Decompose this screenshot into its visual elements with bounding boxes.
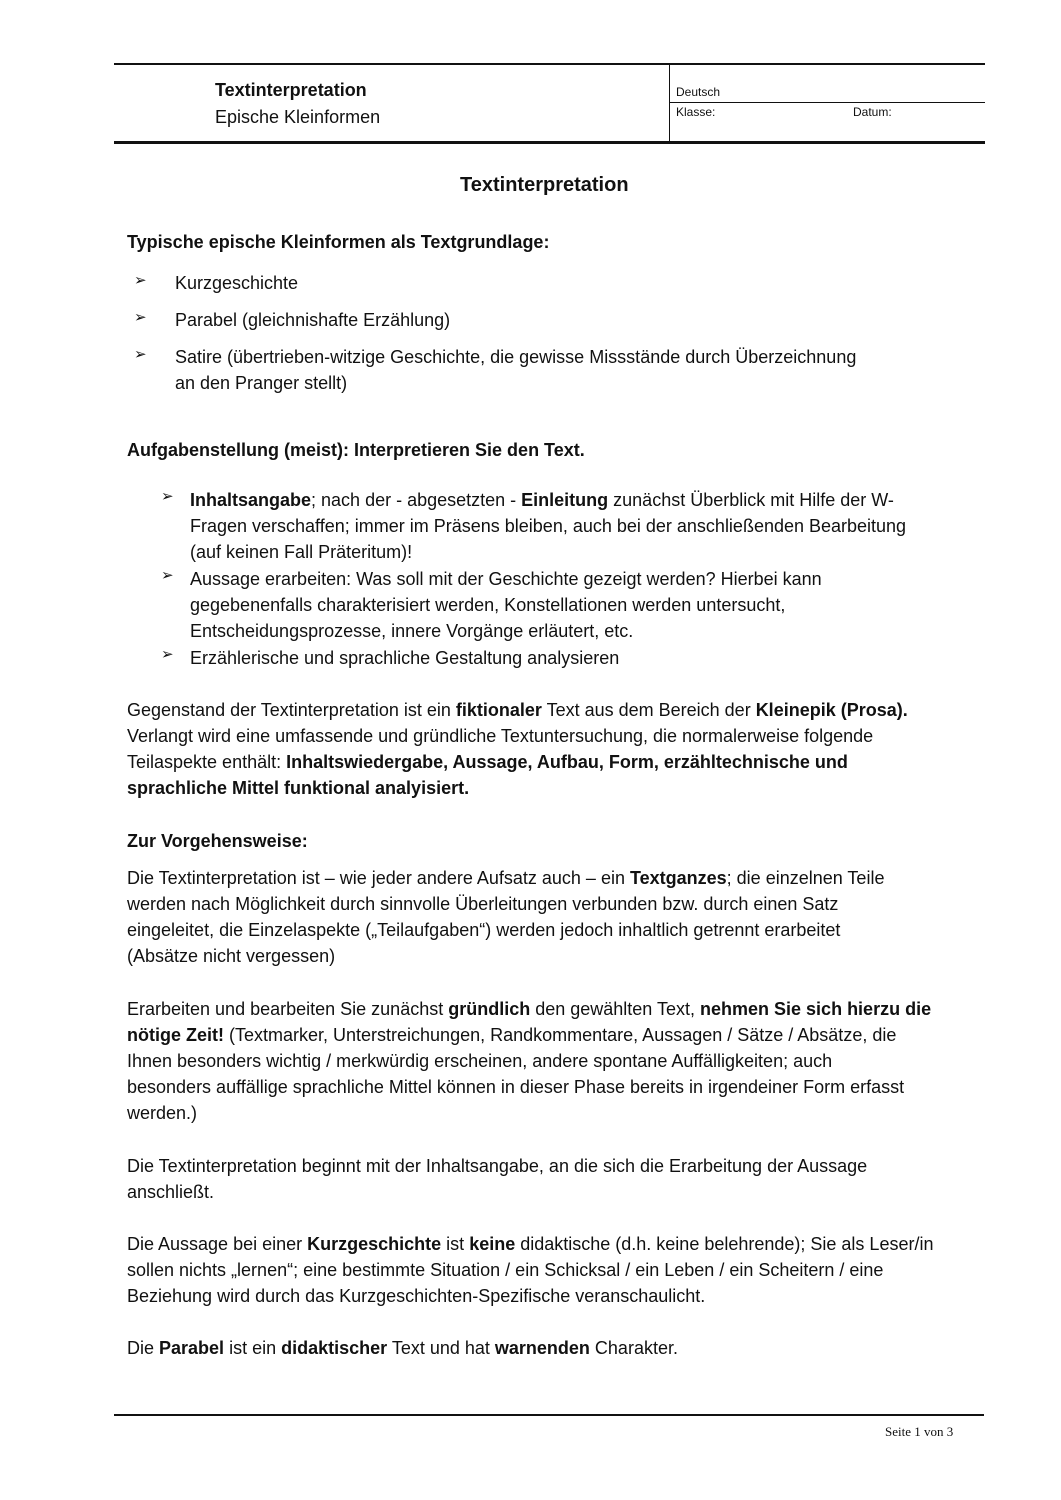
gruendlich-term: gründlich bbox=[448, 999, 531, 1019]
footer-rule bbox=[114, 1414, 984, 1416]
emphasis-text: nehmen Sie sich hierzu die bbox=[700, 999, 932, 1019]
arrow-bullet-icon: ➢ bbox=[134, 309, 147, 326]
s3p3-line-2: anschließt. bbox=[127, 1182, 215, 1202]
list-item: Satire (übertrieben-witzige Geschichte, die gewisse Missstände durch Überzeichnung bbox=[175, 347, 857, 367]
s3p5-line-1 bbox=[127, 1335, 678, 1361]
text-fragment: Die bbox=[127, 1338, 160, 1358]
text-fragment: Charakter. bbox=[589, 1338, 678, 1358]
task-bullet-2-line-3: Entscheidungsprozesse, innere Vorgänge erläutert, etc. bbox=[190, 621, 634, 641]
text-fragment: den gewählten Text, bbox=[530, 999, 701, 1019]
s3p2-line-4: besonders auffällige sprachliche Mittel können in dieser Phase bereits in irgendeiner Form erfasst bbox=[127, 1077, 905, 1097]
s3p1-line-4: (Absätze nicht vergessen) bbox=[127, 946, 336, 966]
para1-line-3 bbox=[127, 749, 848, 775]
arrow-bullet-icon: ➢ bbox=[161, 488, 174, 505]
para1-line-2: Verlangt wird eine umfassende und gründliche Textuntersuchung, die normalerweise folgende bbox=[127, 726, 874, 746]
text-fragment: ; die einzelnen Teile bbox=[726, 868, 885, 888]
text-fragment: ; nach der - abgesetzten - bbox=[311, 490, 522, 510]
arrow-bullet-icon: ➢ bbox=[161, 567, 174, 584]
text-fragment: zunächst Überblick mit Hilfe der W- bbox=[608, 490, 894, 510]
para1-line-4: sprachliche Mittel funktional analyisiert. bbox=[127, 778, 470, 798]
text-fragment: Text und hat bbox=[387, 1338, 495, 1358]
fiktionaler-term: fiktionaler bbox=[455, 700, 542, 720]
text-fragment: ist ein bbox=[224, 1338, 282, 1358]
s3p3-line-1: Die Textinterpretation beginnt mit der Inhaltsangabe, an die sich die Erarbeitung der Aussage bbox=[127, 1156, 868, 1176]
teilaspekte-list: Inhaltswiedergabe, Aussage, Aufbau, Form, erzähltechnische und bbox=[286, 752, 848, 772]
s3p1-line-3: eingeleitet, die Einzelaspekte („Teilaufgaben“) werden jedoch inhaltlich getrennt erarbeitet bbox=[127, 920, 841, 940]
header-divider-vertical bbox=[669, 65, 670, 143]
kurzgeschichte-term: Kurzgeschichte bbox=[307, 1234, 442, 1254]
text-fragment: Die Textinterpretation ist – wie jeder andere Aufsatz auch – ein bbox=[127, 868, 630, 888]
s3p2-line-1 bbox=[127, 996, 931, 1022]
inhaltsangabe-term: Inhaltsangabe bbox=[190, 490, 312, 510]
didaktischer-term: didaktischer bbox=[281, 1338, 388, 1358]
einleitung-term: Einleitung bbox=[521, 490, 609, 510]
task-bullet-1-line-3: (auf keinen Fall Präteritum)! bbox=[190, 542, 413, 562]
emphasis-text: nötige Zeit! bbox=[127, 1025, 224, 1045]
list-item: Kurzgeschichte bbox=[175, 273, 299, 293]
arrow-bullet-icon: ➢ bbox=[134, 272, 147, 289]
header-subtitle: Epische Kleinformen bbox=[215, 107, 381, 127]
arrow-bullet-icon: ➢ bbox=[161, 646, 174, 663]
list-item: Parabel (gleichnishafte Erzählung) bbox=[175, 310, 451, 330]
header-bottom-rule bbox=[114, 141, 985, 144]
task-bullet-2-line-2: gegebenenfalls charakterisiert werden, Konstellationen werden untersucht, bbox=[190, 595, 786, 615]
header-top-rule bbox=[114, 63, 985, 65]
para1-line-1 bbox=[127, 697, 908, 723]
header-subject-rule bbox=[670, 102, 985, 103]
list-item-continuation: an den Pranger stellt) bbox=[175, 373, 348, 393]
s3p4-line-1 bbox=[127, 1231, 933, 1257]
header-class-label: Klasse: bbox=[676, 105, 716, 119]
text-fragment: Text aus dem Bereich der bbox=[541, 700, 756, 720]
section2-heading: Aufgabenstellung (meist): Interpretieren Sie den Text. bbox=[127, 440, 585, 460]
task-bullet-1-line-1 bbox=[190, 487, 894, 513]
document-title: Textinterpretation bbox=[460, 174, 629, 196]
arrow-bullet-icon: ➢ bbox=[134, 346, 147, 363]
text-fragment: Gegenstand der Textinterpretation ist ein bbox=[127, 700, 456, 720]
s3p2-line-2 bbox=[127, 1022, 896, 1048]
task-bullet-3-line-1: Erzählerische und sprachliche Gestaltung analysieren bbox=[190, 648, 620, 668]
section1-heading: Typische epische Kleinformen als Textgrundlage: bbox=[127, 232, 550, 252]
keine-term: keine bbox=[469, 1234, 516, 1254]
parabel-term: Parabel bbox=[159, 1338, 225, 1358]
s3p1-line-2: werden nach Möglichkeit durch sinnvolle Überleitungen verbunden bzw. durch einen Satz bbox=[127, 894, 839, 914]
header-title: Textinterpretation bbox=[215, 80, 367, 100]
header-date-label: Datum: bbox=[853, 105, 892, 119]
text-fragment: Erarbeiten und bearbeiten Sie zunächst bbox=[127, 999, 449, 1019]
warnenden-term: warnenden bbox=[494, 1338, 590, 1358]
s3p2-line-3: Ihnen besonders wichtig / merkwürdig erscheinen, andere spontane Auffälligkeiten; auch bbox=[127, 1051, 833, 1071]
section3-heading: Zur Vorgehensweise: bbox=[127, 831, 308, 851]
s3p2-line-5: werden.) bbox=[127, 1103, 198, 1123]
page-number: Seite 1 von 3 bbox=[885, 1424, 954, 1439]
text-fragment: ist bbox=[441, 1234, 470, 1254]
kleinepik-term: Kleinepik (Prosa). bbox=[755, 700, 908, 720]
task-bullet-2-line-1: Aussage erarbeiten: Was soll mit der Geschichte gezeigt werden? Hierbei kann bbox=[190, 569, 822, 589]
text-fragment: (Textmarker, Unterstreichungen, Randkommentare, Aussagen / Sätze / Absätze, die bbox=[224, 1025, 897, 1045]
s3p1-line-1 bbox=[127, 865, 884, 891]
header-subject: Deutsch bbox=[676, 85, 721, 99]
text-fragment: Teilaspekte enthält: bbox=[127, 752, 287, 772]
task-bullet-1-line-2: Fragen verschaffen; immer im Präsens bleiben, auch bei der anschließenden Bearbeitung bbox=[190, 516, 907, 536]
s3p4-line-3: Beziehung wird durch das Kurzgeschichten-Spezifische veranschaulicht. bbox=[127, 1286, 706, 1306]
textganzes-term: Textganzes bbox=[629, 868, 727, 888]
text-fragment: Die Aussage bei einer bbox=[127, 1234, 308, 1254]
text-fragment: didaktische (d.h. keine belehrende); Sie als Leser/in bbox=[515, 1234, 934, 1254]
s3p4-line-2: sollen nichts „lernen“; eine bestimmte Situation / ein Schicksal / ein Leben / ein Scheitern / eine bbox=[127, 1260, 884, 1280]
